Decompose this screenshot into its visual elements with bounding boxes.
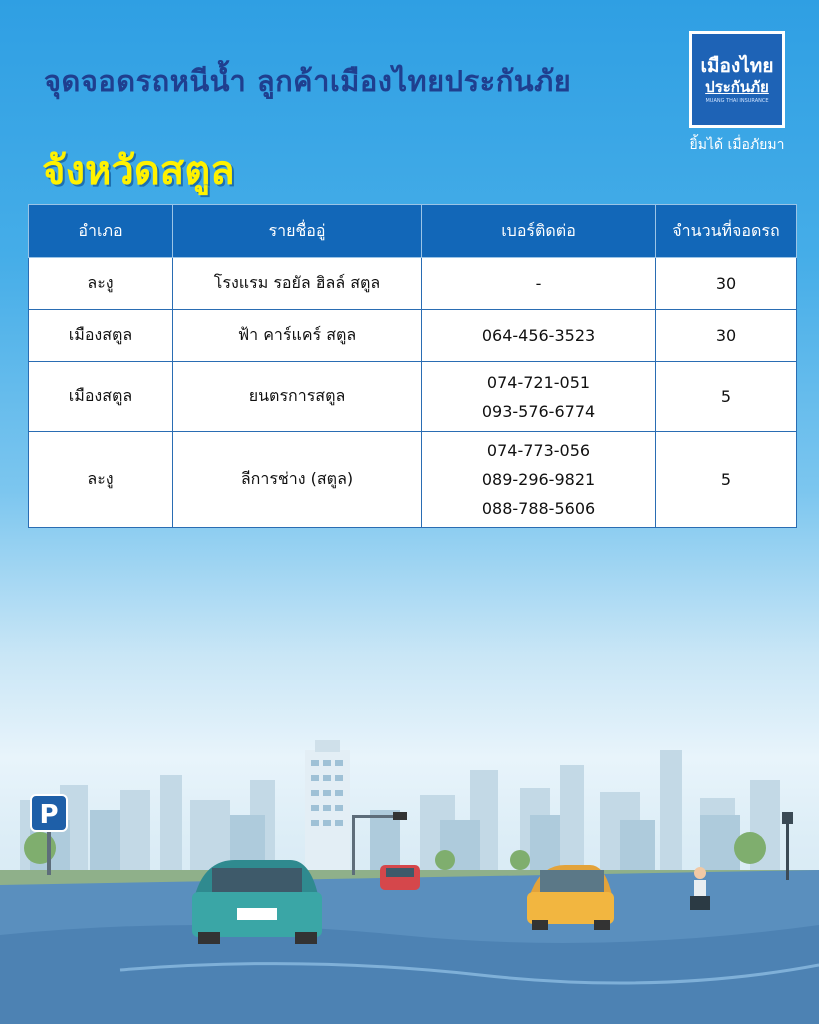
red-car-icon [380, 865, 420, 890]
province-title: จังหวัดสตูล [42, 148, 235, 194]
garage-cell: โรงแรม รอยัล ฮิลล์ สตูล [173, 258, 422, 310]
central-tower [305, 740, 350, 880]
column-header-spaces: จำนวนที่จอดรถ [656, 205, 797, 258]
district-cell: เมืองสตูล [29, 310, 173, 362]
column-header-garage: รายชื่ออู่ [173, 205, 422, 258]
logo-text-line2: ประกันภัย [705, 77, 769, 96]
table-row [29, 432, 797, 528]
flooded-city-illustration [0, 720, 819, 1024]
spaces-cell: 5 [656, 432, 797, 528]
parking-table [28, 204, 797, 528]
garage-cell: ลีการช่าง (สตูล) [173, 432, 422, 528]
table-row [29, 258, 797, 310]
garage-cell: ยนตรการสตูล [173, 362, 422, 432]
table-row [29, 362, 797, 432]
phone-number: - [535, 274, 542, 293]
logo-english: MUANG THAI INSURANCE [705, 97, 769, 104]
logo-tagline: ยิ้มได้ เมื่อภัยมา [689, 137, 785, 153]
spaces-cell: 30 [656, 310, 797, 362]
green-car-icon [192, 860, 322, 944]
table-row [29, 310, 797, 362]
phone-number: 088-788-5606 [481, 499, 596, 518]
phone-cell [422, 432, 656, 528]
district-cell: เมืองสตูล [29, 362, 173, 432]
phone-number: 093-576-6774 [481, 401, 596, 421]
district-cell: ละงู [29, 432, 173, 528]
phone-cell [422, 310, 656, 362]
flood-water-wave [0, 925, 819, 1024]
spaces-cell: 30 [656, 258, 797, 310]
spaces-cell: 5 [656, 362, 797, 432]
phone-number: 074-721-051 [486, 372, 591, 392]
parking-sign-letter: P [39, 800, 59, 830]
phone-number: 064-456-3523 [481, 326, 596, 345]
street-lamp-icon [782, 812, 793, 880]
phone-number: 074-773-056 [486, 441, 591, 460]
yellow-car-icon [527, 865, 614, 930]
garage-cell: ฟ้า คาร์แคร์ สตูล [173, 310, 422, 362]
column-header-district: อำเภอ [29, 205, 173, 258]
logo-text-line1: เมืองไทย [700, 54, 774, 77]
phone-cell [422, 258, 656, 310]
phone-cell [422, 362, 656, 432]
company-logo [689, 31, 785, 128]
phone-number: 089-296-9821 [481, 470, 596, 489]
column-header-phone: เบอร์ติดต่อ [422, 205, 656, 258]
district-cell: ละงู [29, 258, 173, 310]
table-header-row [29, 205, 797, 258]
page-title: จุดจอดรถหนีน้ำ ลูกค้าเมืองไทยประกันภัย [44, 64, 572, 98]
